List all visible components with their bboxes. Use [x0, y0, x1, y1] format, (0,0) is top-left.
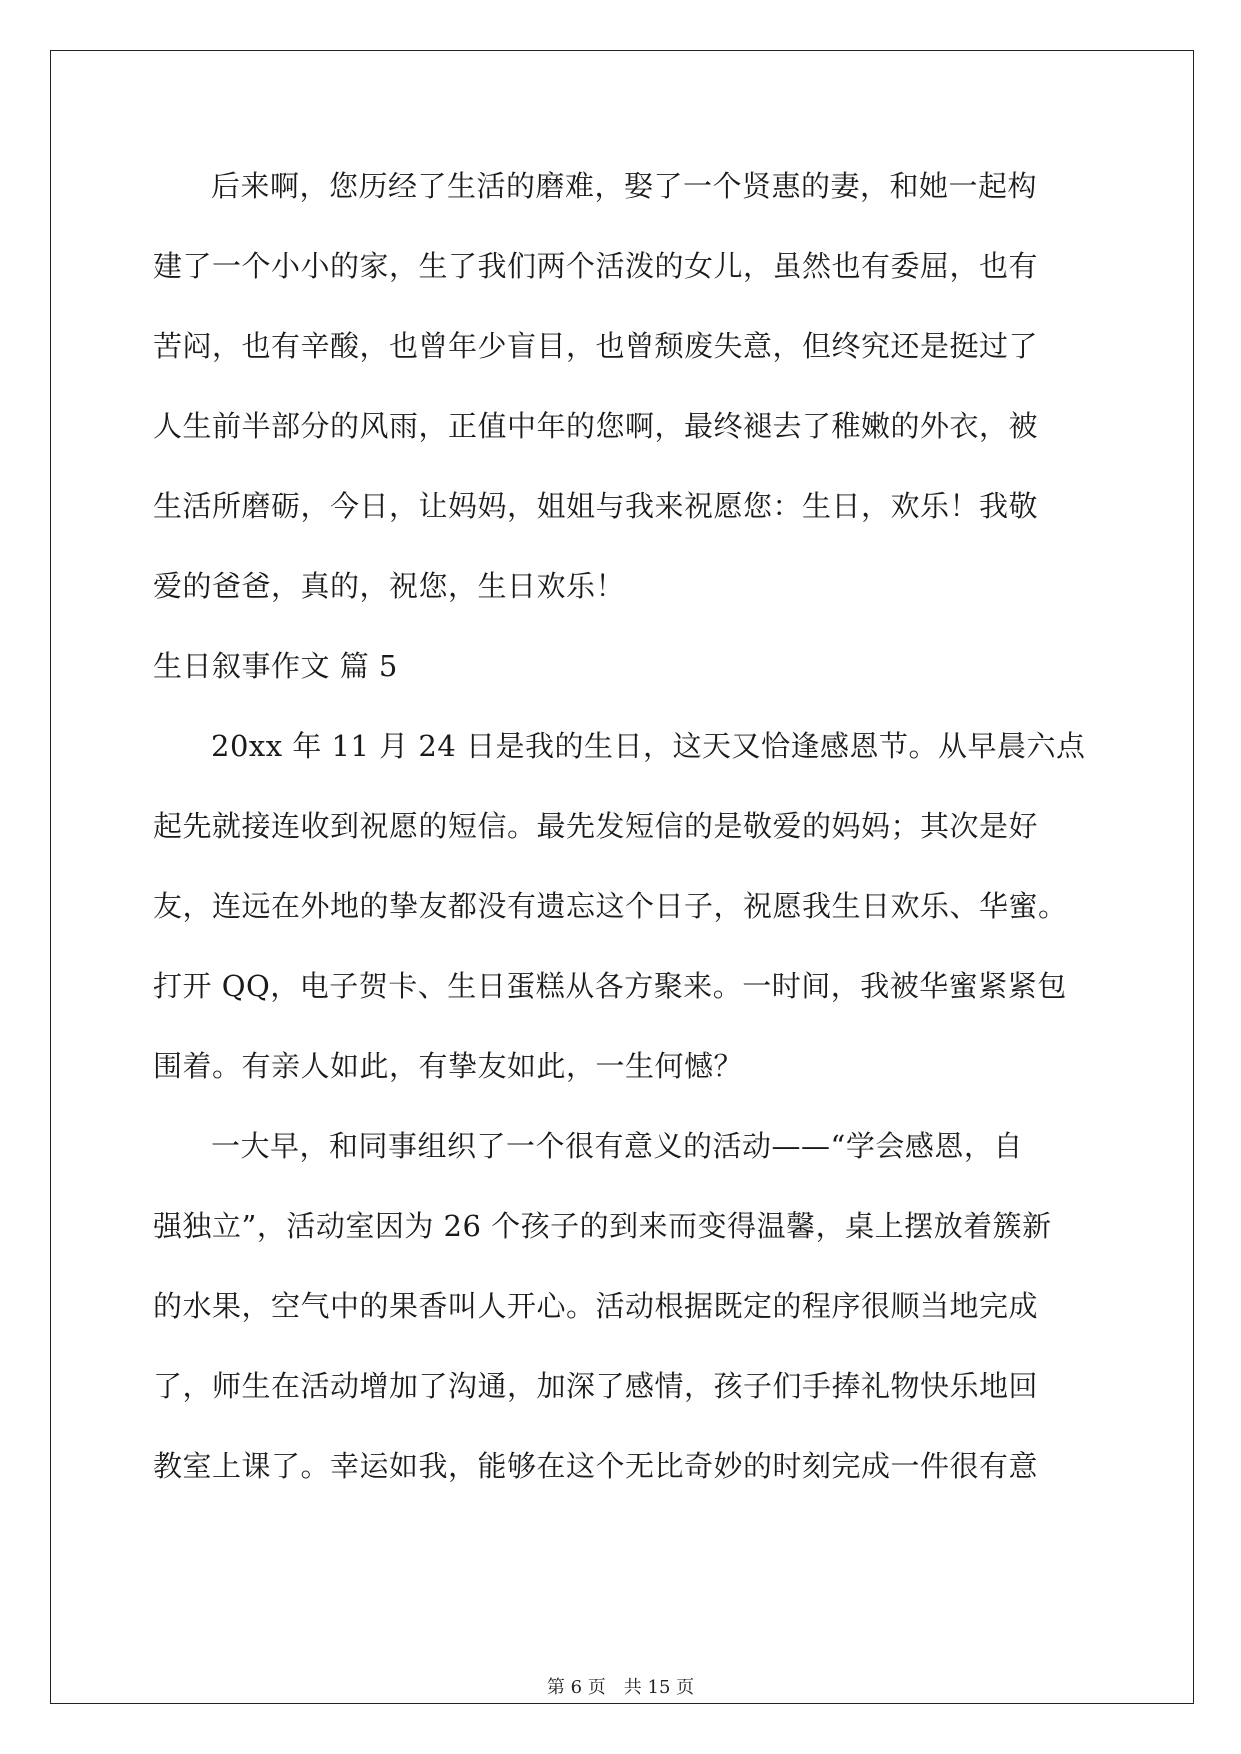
paragraph-line: 友，连远在外地的挚友都没有遗忘这个日子，祝愿我生日欢乐、华蜜。: [153, 889, 1068, 923]
paragraph-line: 的水果，空气中的果香叫人开心。活动根据既定的程序很顺当地完成: [153, 1289, 1039, 1323]
paragraph-line: 20xx 年 11 月 24 日是我的生日，这天又恰逢感恩节。从早晨六点: [211, 729, 1086, 763]
document-body: [153, 160, 1093, 1520]
section-heading: 生日叙事作文 篇 5: [153, 649, 398, 683]
paragraph-line: 强独立”，活动室因为 26 个孩子的到来而变得温馨，桌上摆放着簇新: [153, 1209, 1052, 1243]
paragraph-line: 一大早，和同事组织了一个很有意义的活动——“学会感恩，自: [211, 1129, 1023, 1163]
paragraph-line: 教室上课了。幸运如我，能够在这个无比奇妙的时刻完成一件很有意: [153, 1449, 1039, 1483]
paragraph-line: 后来啊，您历经了生活的磨难，娶了一个贤惠的妻，和她一起构: [211, 169, 1038, 203]
paragraph-line: 爱的爸爸，真的，祝您，生日欢乐！: [153, 569, 626, 603]
paragraph-line: 起先就接连收到祝愿的短信。最先发短信的是敬爱的妈妈；其次是好: [153, 809, 1039, 843]
paragraph-line: 建了一个小小的家，生了我们两个活泼的女儿，虽然也有委屈，也有: [153, 249, 1039, 283]
paragraph-line: 生活所磨砺，今日，让妈妈，姐姐与我来祝愿您：生日，欢乐！我敬: [153, 489, 1039, 523]
paragraph-line: 苦闷，也有辛酸，也曾年少盲目，也曾颓废失意，但终究还是挺过了: [153, 329, 1039, 363]
paragraph-line: 围着。有亲人如此，有挚友如此，一生何憾？: [153, 1049, 744, 1083]
page-number: 第 6 页 共 15 页: [546, 1677, 695, 1698]
paragraph-line: 了，师生在活动增加了沟通，加深了感情，孩子们手捧礼物快乐地回: [153, 1369, 1039, 1403]
paragraph-line: 打开 QQ，电子贺卡、生日蛋糕从各方聚来。一时间，我被华蜜紧紧包: [153, 969, 1067, 1003]
paragraph-line: 人生前半部分的风雨，正值中年的您啊，最终褪去了稚嫩的外衣，被: [153, 409, 1039, 443]
